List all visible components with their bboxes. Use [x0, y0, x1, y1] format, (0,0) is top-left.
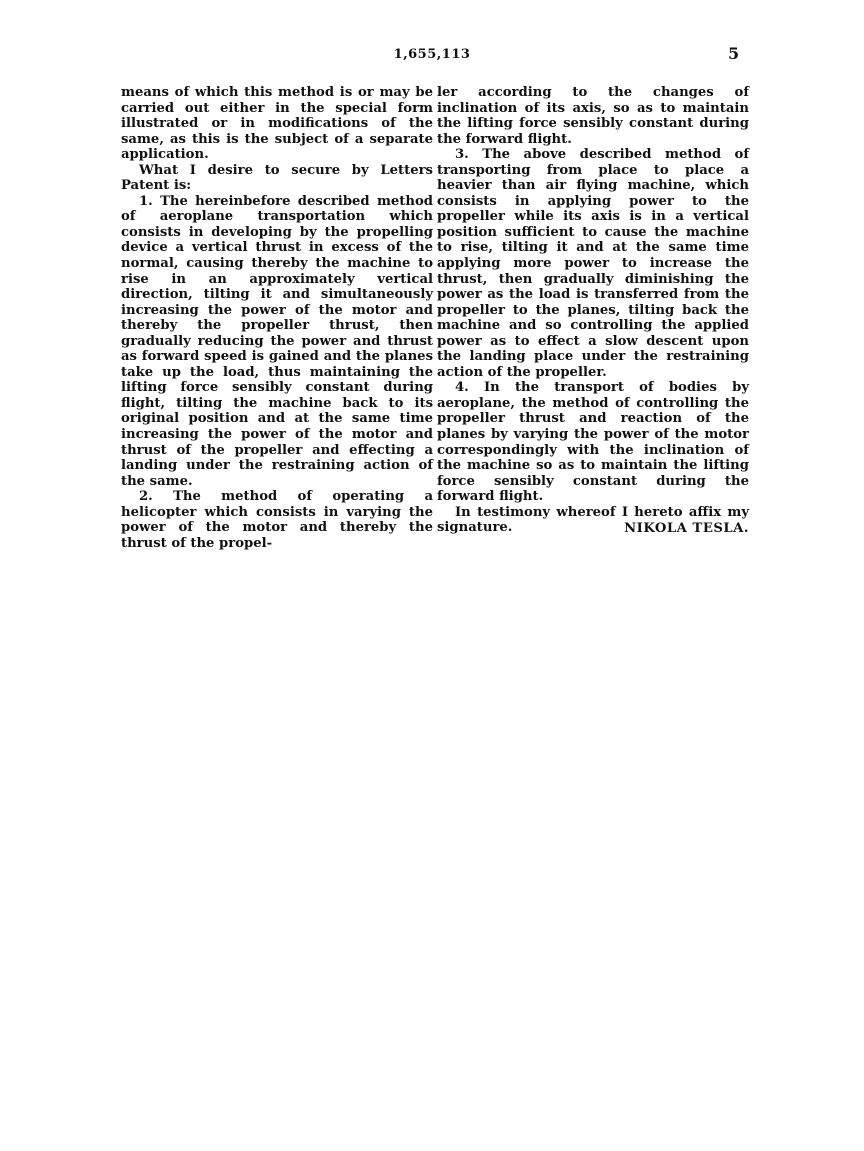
- claim-1: 1. The hereinbefore described method of aeroplane transportation which consists in developing by the propelling device a vertical thrust in excess of the normal, causing thereby the machine to rise in an approximately vertical direction, tilting it and simultaneously increasing the power of the motor and thereby the propeller thrust, then gradually reducing the power and thrust as forward speed is gained and the planes take up the load, thus maintaining the lifting force sensibly constant during flight, tilting the machine back to its original position and at the same time increasing the power of the motor and thrust of the propeller and effecting a landing under the restraining action of the same.: [121, 193, 433, 489]
- right-column: [437, 85, 749, 536]
- claim-2-continued: ler according to the changes of inclination of its axis, so as to maintain the lifting force sensibly constant during the forward flight.: [437, 85, 749, 147]
- intro-paragraph: means of which this method is or may be carried out either in the special form illustrated or in modifications of the same, as this is the subject of a separate application.: [121, 85, 433, 163]
- left-column: [121, 85, 433, 551]
- testimony-clause: In testimony whereof I hereto affix my signature.: [437, 504, 749, 536]
- claim-3: 3. The above described method of transporting from place to place a heavier than air flying machine, which consists in applying power to the propeller while its axis is in a vertical position sufficient to cause the machine to rise, tilting it and at the same time applying more power to increase the thrust, then gradually diminishing the power as the load is transferred from the propeller to the planes, tilting back the machine and so controlling the applied power as to effect a slow descent upon the landing place under the restraining action of the propeller.: [437, 147, 749, 380]
- patent-number: 1,655,113: [393, 47, 471, 62]
- signature: NIKOLA TESLA.: [624, 520, 749, 536]
- claim-2: 2. The method of operating a helicopter which consists in varying the power of the motor and thereby the thrust of the propel-: [121, 489, 433, 551]
- claim-4: 4. In the transport of bodies by aeroplane, the method of controlling the propeller thrust and reaction of the planes by varying the power of the motor correspondingly with the inclination of the machine so as to maintain the lifting force sensibly constant during the forward flight.: [437, 380, 749, 505]
- page-number: 5: [728, 44, 740, 63]
- claims-preamble: What I desire to secure by Letters Patent is:: [121, 162, 433, 194]
